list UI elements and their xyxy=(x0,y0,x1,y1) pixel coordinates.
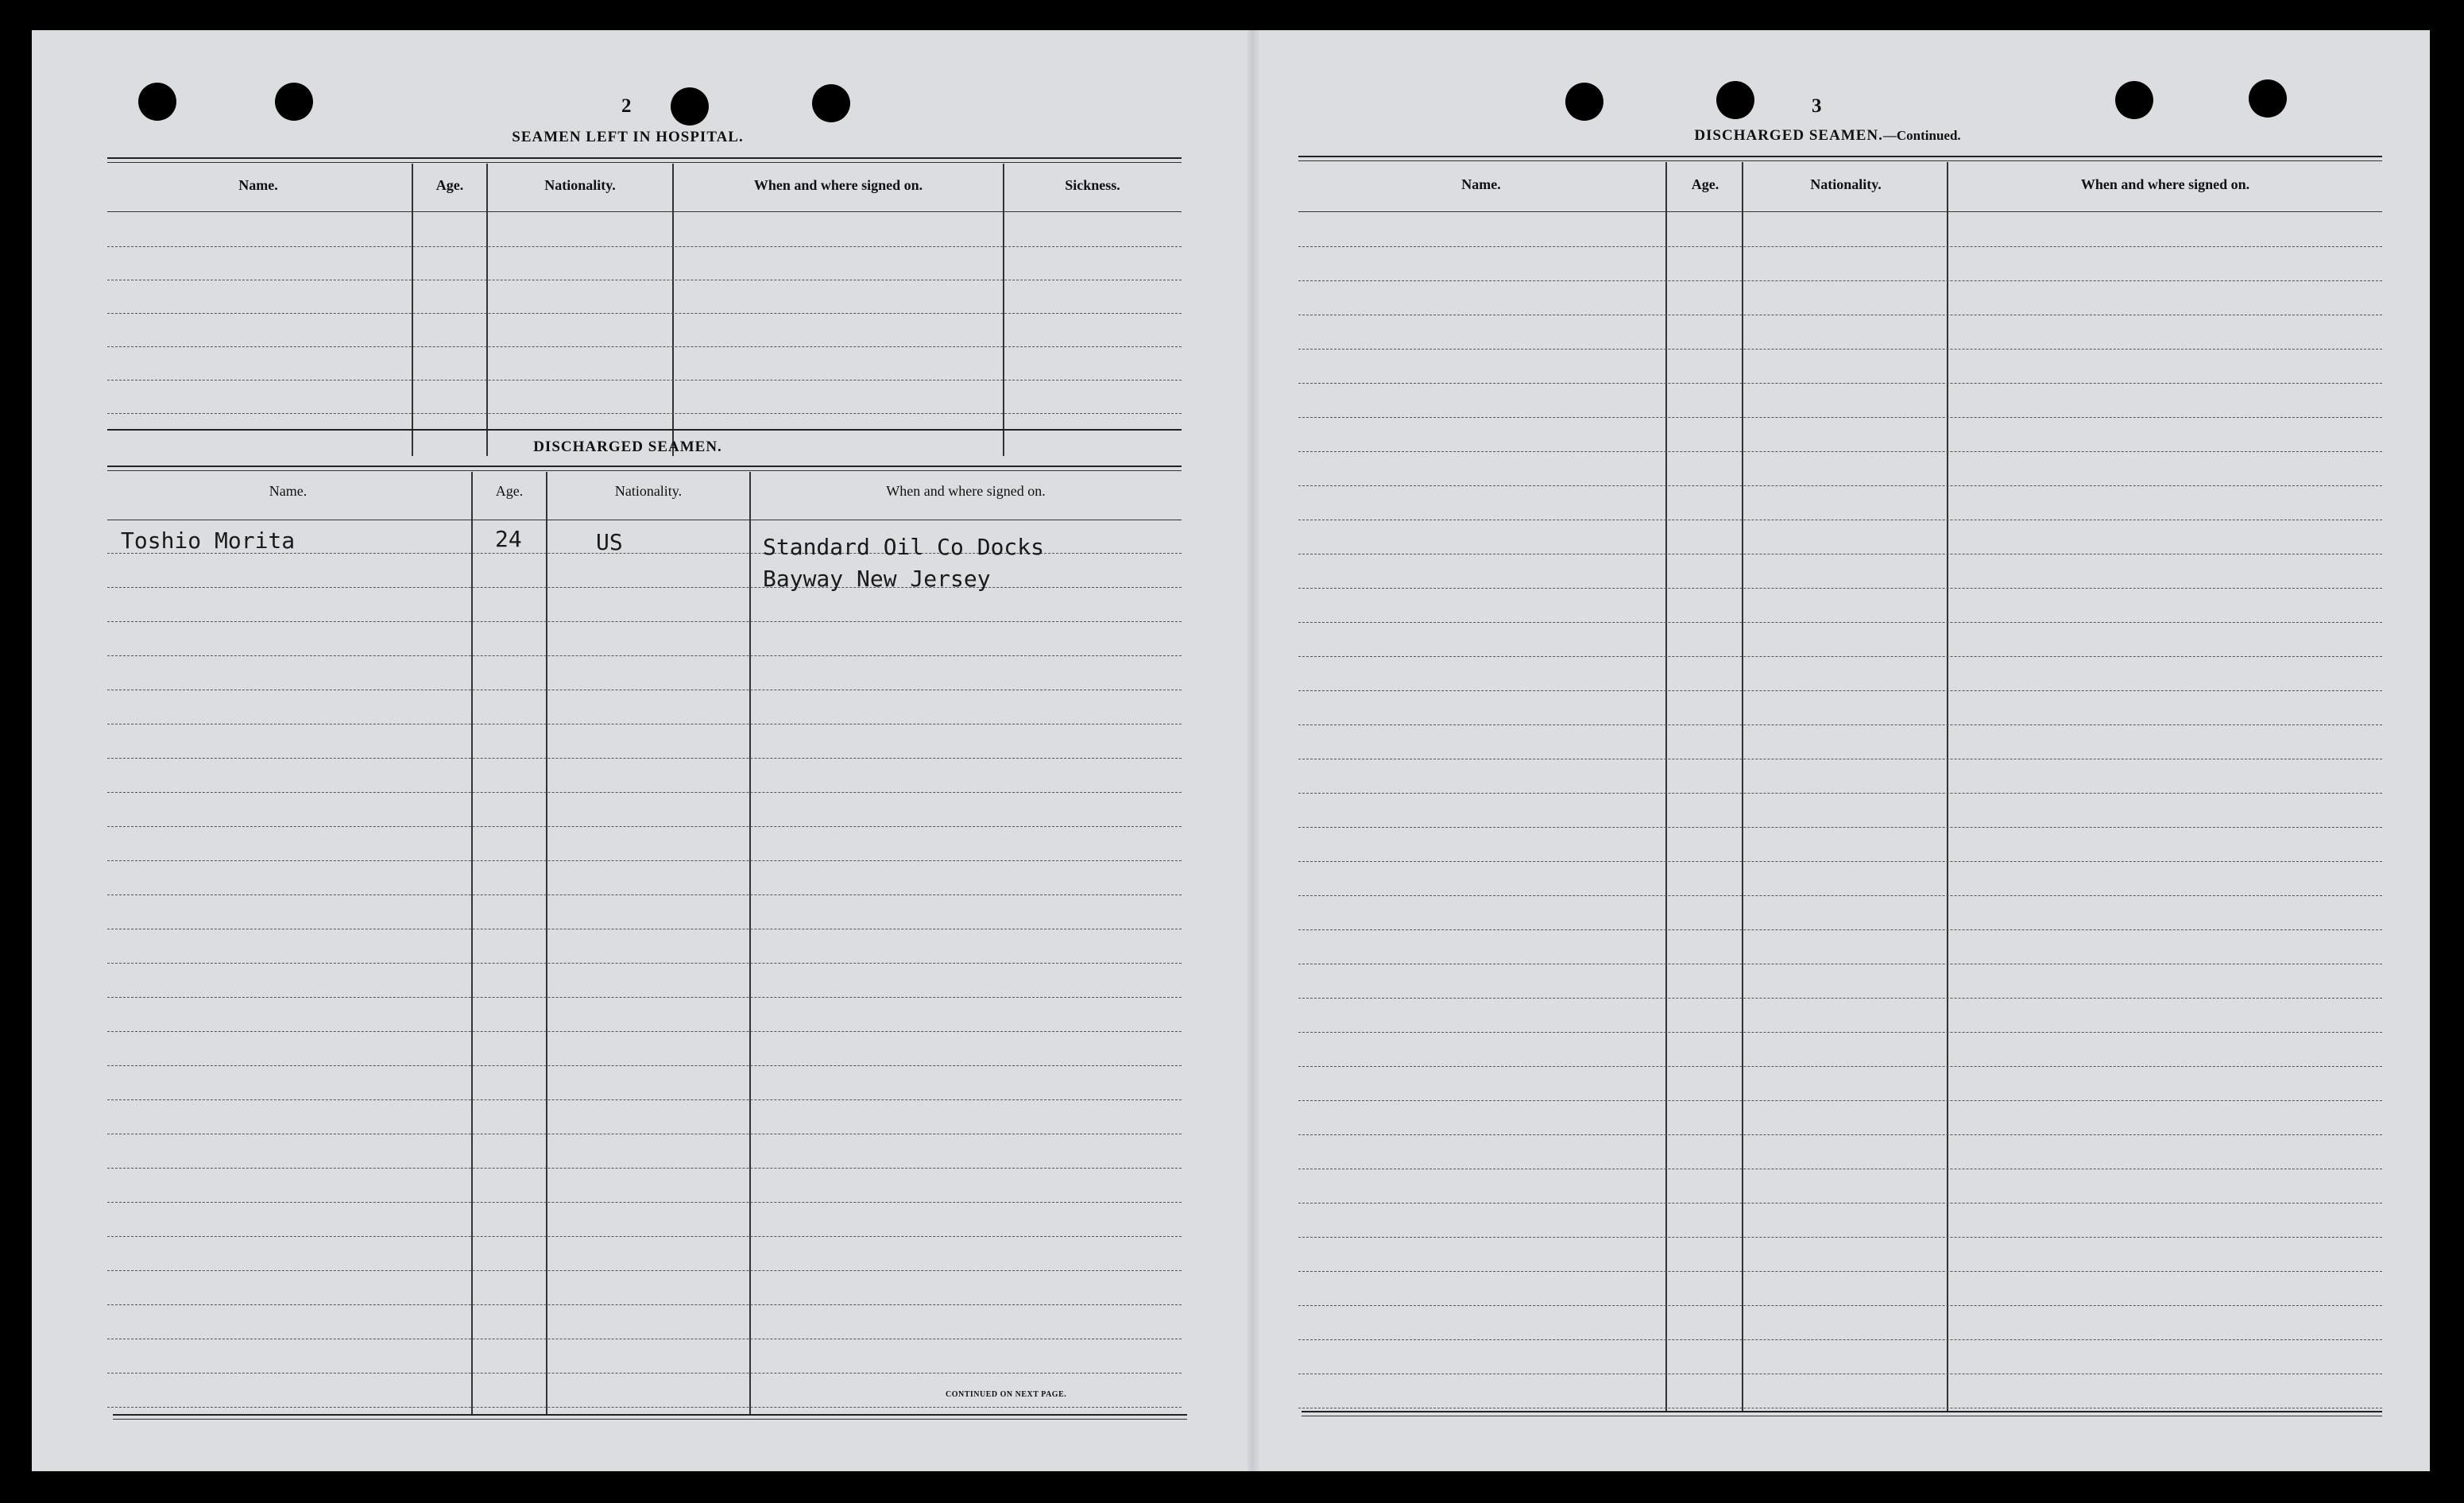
ruled-line xyxy=(1298,349,2382,350)
page-number: 2 xyxy=(621,95,632,117)
ruled-line xyxy=(1298,929,2382,930)
ruled-line xyxy=(107,1270,1182,1271)
column-header: Nationality. xyxy=(544,177,616,193)
ruled-line xyxy=(107,1373,1182,1374)
rule xyxy=(107,157,1182,159)
column-divider xyxy=(672,164,674,456)
ruled-line xyxy=(107,346,1182,347)
seaman-signed-on-line1: Standard Oil Co Docks xyxy=(763,534,1045,560)
rule xyxy=(107,162,1182,163)
column-header: Nationality. xyxy=(1810,176,1882,192)
ruled-line xyxy=(1298,793,2382,794)
column-header: Age. xyxy=(1691,176,1719,192)
column-divider xyxy=(1665,162,1667,1412)
rule xyxy=(107,466,1182,467)
ruled-line xyxy=(107,1202,1182,1203)
seaman-name: Toshio Morita xyxy=(121,527,296,554)
section-title-hospital: SEAMEN LEFT IN HOSPITAL. xyxy=(512,129,744,145)
ruled-line xyxy=(107,313,1182,314)
column-divider xyxy=(1947,162,1948,1412)
ruled-line xyxy=(1298,1237,2382,1238)
seaman-signed-on-line2: Bayway New Jersey xyxy=(763,566,991,592)
punch-hole xyxy=(1565,83,1603,121)
punch-hole xyxy=(2115,81,2153,119)
ruled-line xyxy=(1298,895,2382,896)
title-main: DISCHARGED SEAMEN. xyxy=(1694,127,1883,144)
column-divider xyxy=(1742,162,1743,1412)
column-header: When and where signed on. xyxy=(2080,176,2250,192)
ruled-line xyxy=(107,1099,1182,1100)
column-divider xyxy=(749,472,751,1414)
column-divider xyxy=(1003,164,1004,456)
ruled-line xyxy=(1298,588,2382,589)
ruled-line xyxy=(107,963,1182,964)
ruled-line xyxy=(1298,1339,2382,1340)
rule xyxy=(113,1419,1187,1420)
ruled-line xyxy=(107,997,1182,998)
ruled-line xyxy=(1298,1032,2382,1033)
column-header: When and where signed on. xyxy=(753,177,923,193)
seaman-age: 24 xyxy=(495,526,522,552)
ruled-line xyxy=(1298,451,2382,452)
ruled-line xyxy=(1298,656,2382,657)
ruled-line xyxy=(107,860,1182,861)
ruled-line xyxy=(1298,1134,2382,1135)
rule xyxy=(107,211,1182,212)
ruled-line xyxy=(1298,383,2382,384)
ruled-line xyxy=(1298,1100,2382,1101)
ruled-line xyxy=(1298,1203,2382,1204)
column-header: Nationality. xyxy=(614,483,683,499)
column-header: Name. xyxy=(269,483,308,499)
ruled-line xyxy=(107,1407,1182,1408)
ruled-line xyxy=(107,1168,1182,1169)
ruled-line xyxy=(107,1065,1182,1066)
ruled-line xyxy=(1298,1066,2382,1067)
form-sheet xyxy=(32,30,2430,1471)
column-header: Sickness. xyxy=(1065,177,1120,193)
column-header: Age. xyxy=(495,483,524,499)
seaman-nationality: US xyxy=(596,529,623,555)
ruled-line xyxy=(107,1236,1182,1237)
punch-hole xyxy=(138,83,176,121)
rule xyxy=(1298,211,2382,212)
rule xyxy=(107,429,1182,431)
punch-hole xyxy=(671,87,709,126)
ruled-line xyxy=(1298,417,2382,418)
ruled-line xyxy=(1298,1271,2382,1272)
ruled-line xyxy=(107,894,1182,895)
ruled-line xyxy=(1298,690,2382,691)
column-header: Age. xyxy=(435,177,464,193)
rule xyxy=(1298,160,2382,161)
ruled-line xyxy=(1298,622,2382,623)
ruled-line xyxy=(107,380,1182,381)
punch-hole xyxy=(812,84,850,122)
ruled-line xyxy=(107,655,1182,656)
rule xyxy=(113,1414,1187,1416)
column-divider xyxy=(486,164,488,456)
ruled-line xyxy=(107,587,1182,588)
ruled-line xyxy=(1298,1305,2382,1306)
ruled-line xyxy=(1298,827,2382,828)
ruled-line xyxy=(1298,280,2382,281)
column-header: Name. xyxy=(1461,176,1501,192)
ruled-line xyxy=(107,621,1182,622)
punch-hole xyxy=(2249,79,2287,118)
rule xyxy=(1302,1411,2382,1412)
column-divider xyxy=(546,472,547,1414)
ruled-line xyxy=(1298,724,2382,725)
ruled-line xyxy=(107,413,1182,414)
page-number: 3 xyxy=(1812,95,1822,117)
rule xyxy=(107,470,1182,471)
page-fold xyxy=(1247,30,1259,1471)
ruled-line xyxy=(107,792,1182,793)
section-title-continued xyxy=(1613,127,2042,145)
title-suffix: —Continued. xyxy=(1882,128,1961,143)
ruled-line xyxy=(107,826,1182,827)
ruled-line xyxy=(107,1304,1182,1305)
ruled-line xyxy=(107,758,1182,759)
ruled-line xyxy=(1298,861,2382,862)
section-title-discharged: DISCHARGED SEAMEN. xyxy=(533,439,722,455)
column-header: Name. xyxy=(238,177,278,193)
column-divider xyxy=(471,472,473,1414)
punch-hole xyxy=(1716,81,1754,119)
ruled-line xyxy=(1298,485,2382,486)
column-header: When and where signed on. xyxy=(886,483,1046,499)
column-divider xyxy=(412,164,413,456)
ruled-line xyxy=(1298,246,2382,247)
continued-note: CONTINUED ON NEXT PAGE. xyxy=(946,1390,1067,1399)
ruled-line xyxy=(107,246,1182,247)
ruled-line xyxy=(107,1031,1182,1032)
ruled-line xyxy=(1298,998,2382,999)
punch-hole xyxy=(275,83,313,121)
rule xyxy=(1298,156,2382,157)
